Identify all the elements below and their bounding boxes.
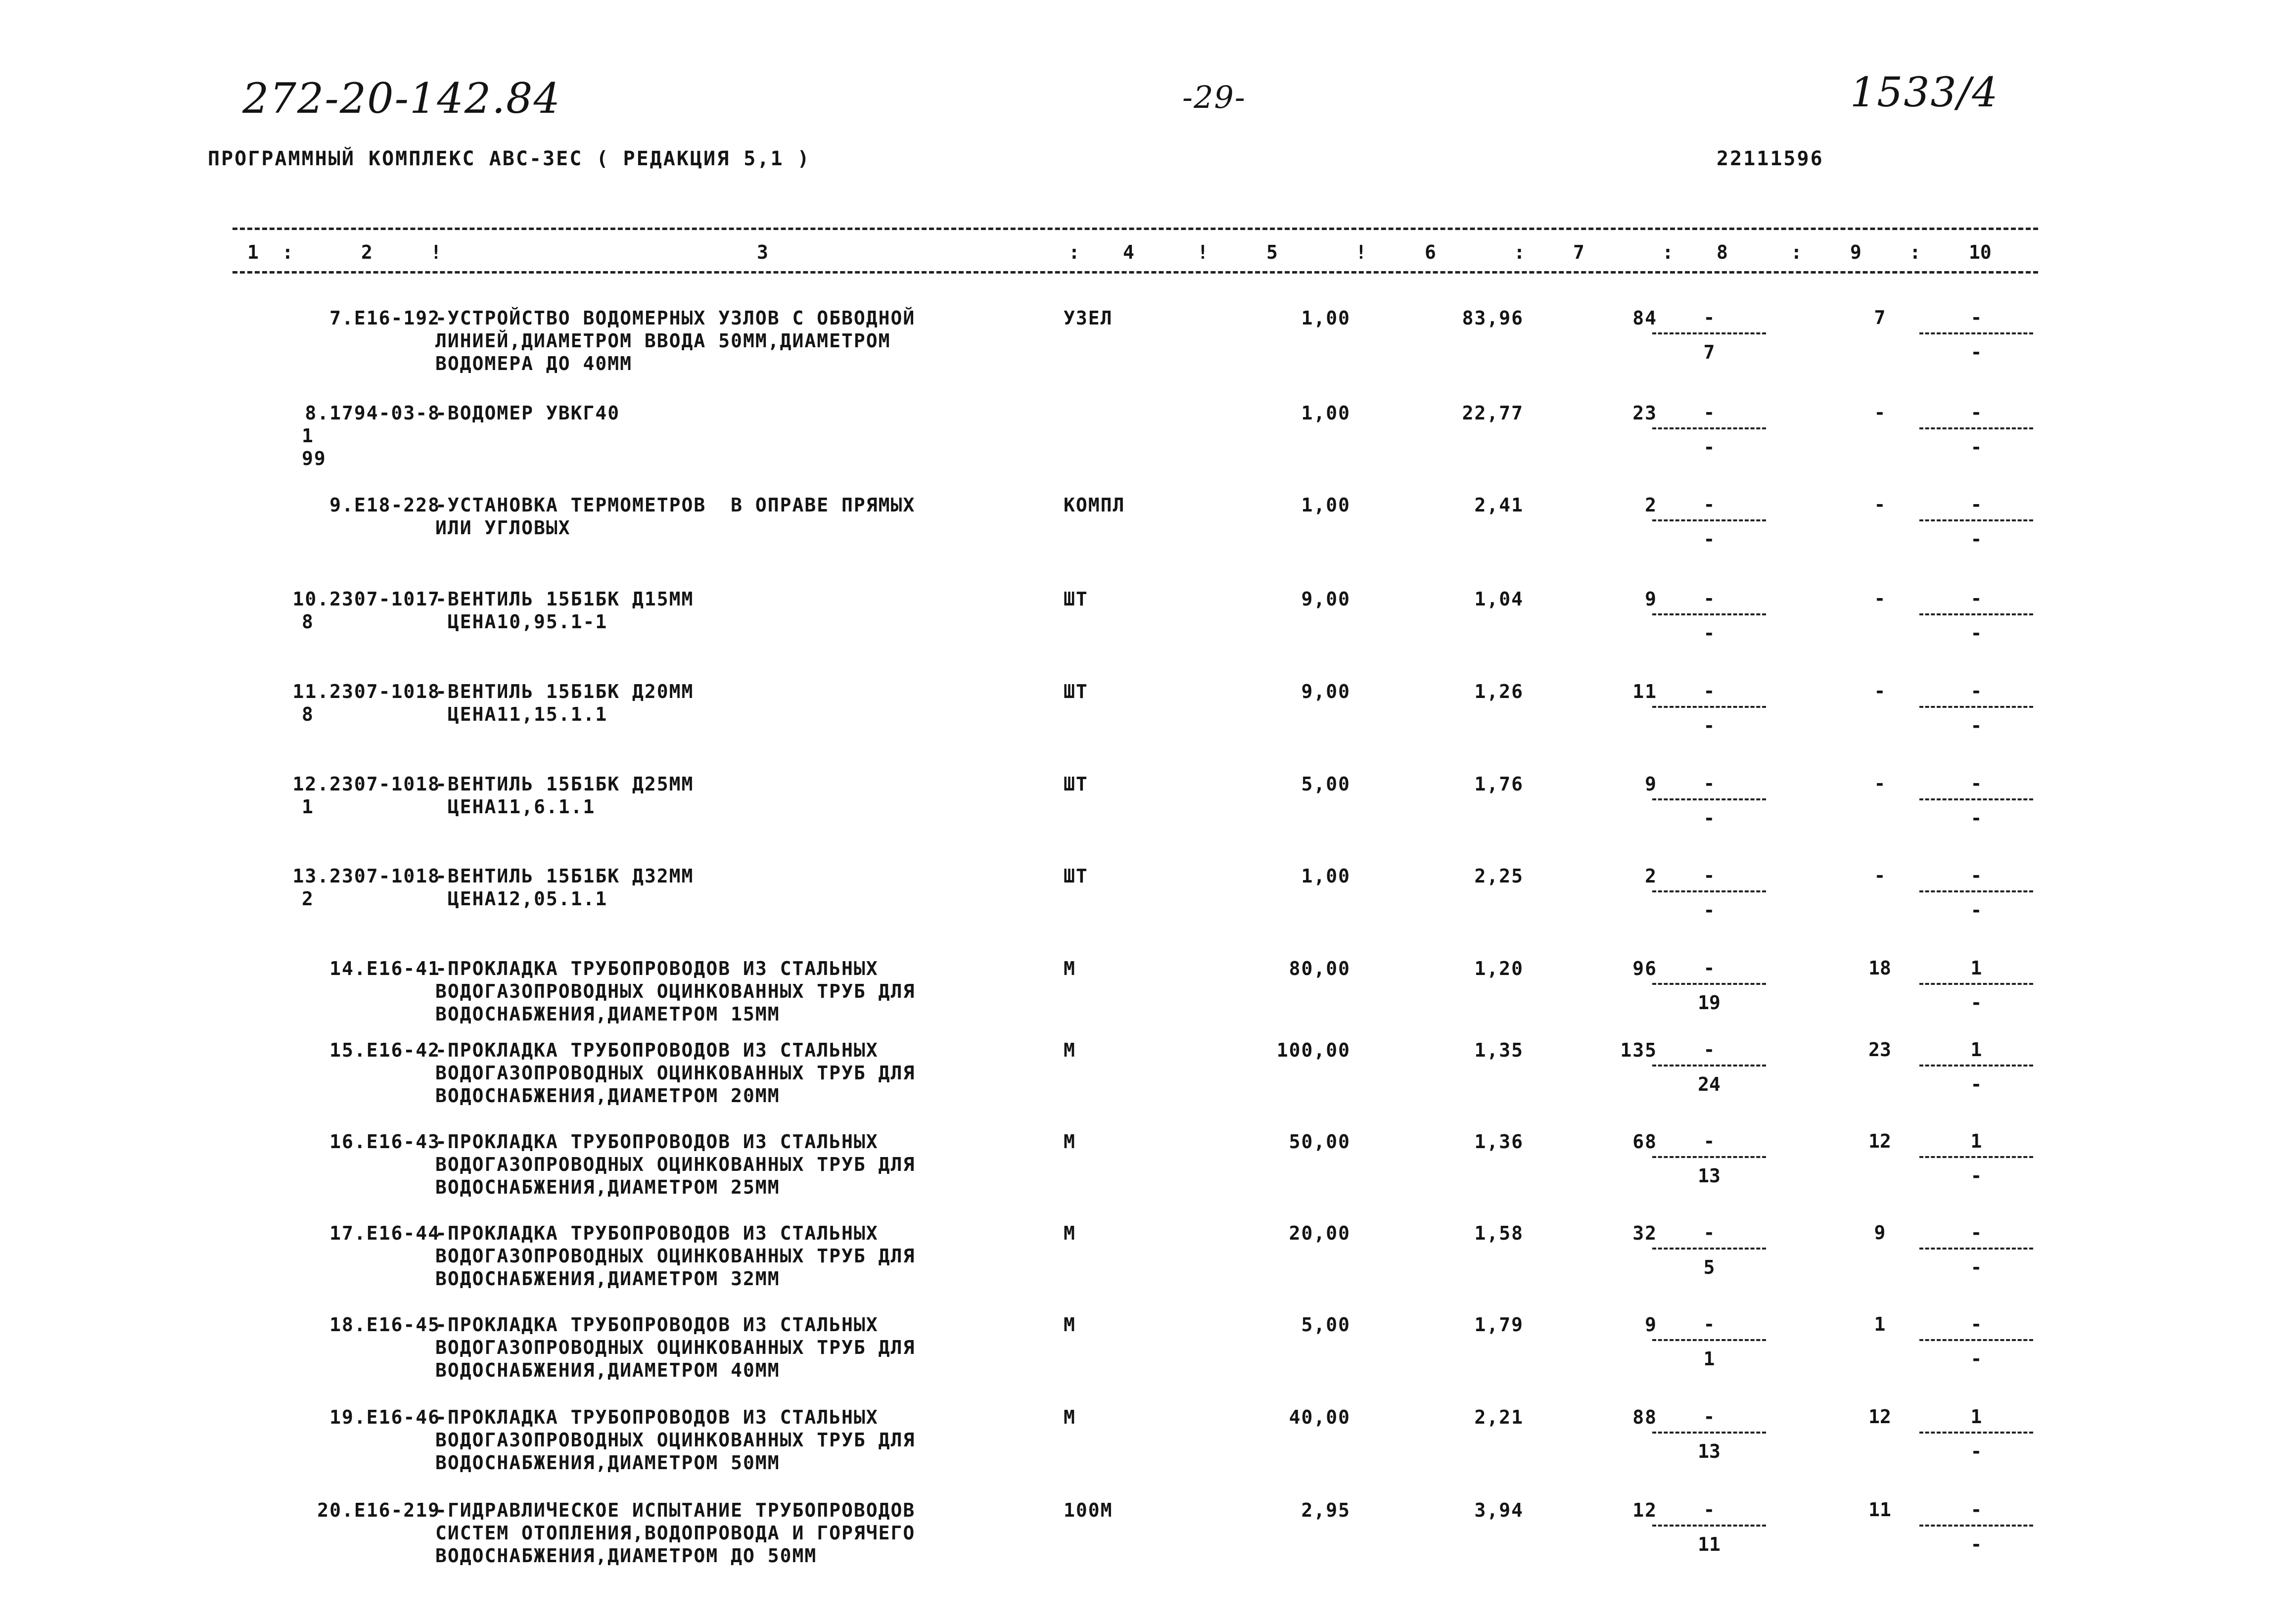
column-9-value: - (1874, 588, 1886, 609)
fraction-top: - (1703, 773, 1715, 794)
item-unit: ШТ (1064, 588, 1088, 610)
document-code: 272-20-142.84 (242, 74, 561, 123)
fraction-top: - (1703, 680, 1715, 702)
column-header: 3 (757, 241, 768, 263)
fraction-line (1919, 1432, 2033, 1434)
column-10-fraction (1919, 1499, 2033, 1563)
fraction-top: - (1970, 1313, 1982, 1335)
fraction-top: - (1703, 588, 1715, 609)
item-quantity: 20,00 (1289, 1222, 1350, 1244)
item-code (233, 307, 440, 329)
fraction-bottom: - (1703, 715, 1715, 737)
column-9-value: 18 (1868, 957, 1891, 979)
table-row (0, 307, 2279, 374)
item-total: 135 (1620, 1039, 1657, 1061)
column-10-fraction (1919, 402, 2033, 466)
fraction-top: - (1970, 680, 1982, 702)
item-unit: 100М (1064, 1499, 1113, 1521)
fraction-top: - (1703, 1222, 1715, 1244)
column-separator: : (1791, 241, 1802, 263)
column-9-value: 1 (1874, 1313, 1886, 1335)
fraction-top: - (1703, 402, 1715, 423)
fraction-top: - (1970, 402, 1982, 423)
column-8-fraction (1652, 307, 1766, 371)
fraction-line (1919, 427, 2033, 429)
item-name: -УСТРОЙСТВО ВОДОМЕРНЫХ УЗЛОВ С ОБВОДНОЙ ЛИНИЕЙ,ДИАМЕТРОМ ВВОДА 50ММ,ДИАМЕТРОМ ВОДОМЕРА ДО 40ММ (435, 307, 916, 374)
table-row (0, 1039, 2279, 1107)
column-9-value: - (1874, 494, 1886, 515)
column-separator: : (282, 241, 293, 263)
item-unit: ШТ (1064, 773, 1088, 795)
fraction-bottom: 1 (1703, 1348, 1715, 1370)
fraction-line (1652, 1065, 1766, 1067)
table-row (0, 1499, 2279, 1567)
column-separator: ! (430, 241, 442, 263)
fraction-line (1919, 1525, 2033, 1527)
item-unit: М (1064, 1314, 1076, 1336)
fraction-bottom: - (1970, 436, 1982, 458)
column-header: 1 (247, 241, 259, 263)
column-10-fraction (1919, 588, 2033, 652)
item-quantity: 1,00 (1301, 865, 1350, 887)
column-9-value: 23 (1868, 1039, 1891, 1061)
item-code (233, 957, 440, 980)
fraction-line (1919, 798, 2033, 800)
item-price: 1,36 (1474, 1131, 1524, 1153)
item-name: -ПРОКЛАДКА ТРУБОПРОВОДОВ ИЗ СТАЛЬНЫХ ВОДОГАЗОПРОВОДНЫХ ОЦИНКОВАННЫХ ТРУБ ДЛЯ ВОДОСНАБЖЕНИЯ,ДИАМЕТРОМ 15ММ (435, 958, 916, 1025)
item-quantity: 1,00 (1301, 402, 1350, 424)
item-code (233, 588, 440, 633)
item-unit: ШТ (1064, 681, 1088, 702)
column-10-fraction (1919, 1313, 2033, 1378)
fraction-top: - (1703, 1313, 1715, 1335)
column-10-fraction (1919, 1406, 2033, 1470)
item-price: 1,76 (1474, 773, 1524, 795)
item-code (233, 1313, 440, 1336)
item-price: 83,96 (1462, 307, 1524, 329)
item-code-main: 15.Е16-42 (329, 1039, 440, 1061)
column-9-value: 7 (1874, 307, 1886, 328)
item-code-sub: 1 99 (302, 425, 326, 469)
column-9-value: - (1874, 865, 1886, 886)
item-code-main: 20.Е16-219 (317, 1499, 440, 1521)
column-header: 9 (1850, 241, 1861, 263)
item-code-main: 17.Е16-44 (329, 1222, 440, 1244)
item-name: -ПРОКЛАДКА ТРУБОПРОВОДОВ ИЗ СТАЛЬНЫХ ВОДОГАЗОПРОВОДНЫХ ОЦИНКОВАННЫХ ТРУБ ДЛЯ ВОДОСНАБЖЕНИЯ,ДИАМЕТРОМ 32ММ (435, 1222, 916, 1290)
fraction-line (1652, 519, 1766, 521)
fraction-bottom: - (1703, 528, 1715, 550)
item-quantity: 1,00 (1301, 494, 1350, 516)
item-code-main: 8.1794-03-8 (305, 402, 440, 424)
item-code (233, 1406, 440, 1429)
column-9-value: 12 (1868, 1406, 1891, 1428)
fraction-line (1652, 332, 1766, 334)
item-price: 1,58 (1474, 1222, 1524, 1244)
item-code-main: 13.2307-1018 (292, 865, 440, 887)
table-row (0, 1406, 2279, 1474)
column-header: 6 (1425, 241, 1436, 263)
column-header: 10 (1969, 241, 1992, 263)
column-8-fraction (1652, 1130, 1766, 1195)
fraction-bottom: - (1703, 622, 1715, 644)
fraction-bottom: - (1970, 807, 1982, 829)
column-9-value: 12 (1868, 1130, 1891, 1152)
fraction-line (1652, 1248, 1766, 1250)
column-8-fraction (1652, 957, 1766, 1021)
column-8-fraction (1652, 588, 1766, 652)
item-price: 1,04 (1474, 588, 1524, 610)
item-total: 88 (1632, 1406, 1657, 1428)
fraction-bottom: 19 (1698, 992, 1721, 1014)
fraction-top: 1 (1970, 1130, 1982, 1152)
fraction-bottom: - (1703, 899, 1715, 921)
item-code-sub: 1 (302, 796, 314, 818)
item-unit: М (1064, 1131, 1076, 1153)
fraction-line (1919, 1339, 2033, 1341)
item-total: 11 (1632, 681, 1657, 702)
table-row (0, 1222, 2279, 1290)
item-code (233, 494, 440, 516)
header-bottom-rule (233, 271, 2038, 274)
fraction-line (1652, 1156, 1766, 1158)
item-unit: М (1064, 1039, 1076, 1061)
item-total: 9 (1645, 588, 1657, 610)
fraction-top: - (1703, 1039, 1715, 1061)
item-code (233, 1039, 440, 1062)
fraction-line (1652, 1339, 1766, 1341)
fraction-line (1919, 613, 2033, 615)
item-code-main: 16.Е16-43 (329, 1131, 440, 1153)
column-10-fraction (1919, 1130, 2033, 1195)
column-8-fraction (1652, 1039, 1766, 1103)
column-header: 4 (1123, 241, 1134, 263)
item-price: 3,94 (1474, 1499, 1524, 1521)
fraction-line (1652, 427, 1766, 429)
item-quantity: 40,00 (1289, 1406, 1350, 1428)
item-quantity: 80,00 (1289, 958, 1350, 979)
column-9-value: - (1874, 773, 1886, 794)
item-quantity: 50,00 (1289, 1131, 1350, 1153)
fraction-bottom: - (1970, 1073, 1982, 1095)
item-quantity: 2,95 (1301, 1499, 1350, 1521)
item-code-main: 9.Е18-228 (329, 494, 440, 516)
item-code (233, 680, 440, 726)
fraction-bottom: - (1970, 1348, 1982, 1370)
item-code-main: 12.2307-1018 (292, 773, 440, 795)
fraction-top: - (1703, 865, 1715, 886)
item-name: -ПРОКЛАДКА ТРУБОПРОВОДОВ ИЗ СТАЛЬНЫХ ВОДОГАЗОПРОВОДНЫХ ОЦИНКОВАННЫХ ТРУБ ДЛЯ ВОДОСНАБЖЕНИЯ,ДИАМЕТРОМ 25ММ (435, 1131, 916, 1198)
column-header: 8 (1717, 241, 1728, 263)
item-unit: М (1064, 958, 1076, 979)
item-unit: КОМПЛ (1064, 494, 1125, 516)
column-9-value: 9 (1874, 1222, 1886, 1244)
fraction-line (1652, 983, 1766, 985)
item-quantity: 9,00 (1301, 588, 1350, 610)
column-header: 5 (1266, 241, 1278, 263)
item-unit: М (1064, 1406, 1076, 1428)
fraction-bottom: 11 (1698, 1533, 1721, 1555)
fraction-line (1919, 706, 2033, 708)
fraction-bottom: - (1970, 622, 1982, 644)
item-quantity: 100,00 (1276, 1039, 1350, 1061)
fraction-bottom: 5 (1703, 1256, 1715, 1278)
item-total: 68 (1632, 1131, 1657, 1153)
item-code-main: 10.2307-1017 (292, 588, 440, 610)
fraction-line (1652, 613, 1766, 615)
item-quantity: 9,00 (1301, 681, 1350, 702)
item-code-main: 11.2307-1018 (292, 681, 440, 702)
fraction-line (1919, 332, 2033, 334)
table-row (0, 402, 2279, 469)
item-code-sub: 8 (302, 611, 314, 633)
item-total: 32 (1632, 1222, 1657, 1244)
column-10-fraction (1919, 680, 2033, 744)
fraction-line (1652, 890, 1766, 892)
fraction-top: - (1703, 494, 1715, 515)
fraction-top: - (1970, 1222, 1982, 1244)
fraction-line (1919, 983, 2033, 985)
item-code-main: 18.Е16-45 (329, 1314, 440, 1336)
document-id: 22111596 (1717, 147, 1824, 170)
fraction-line (1919, 1156, 2033, 1158)
fraction-line (1652, 798, 1766, 800)
fraction-line (1919, 1065, 2033, 1067)
item-name: -ПРОКЛАДКА ТРУБОПРОВОДОВ ИЗ СТАЛЬНЫХ ВОДОГАЗОПРОВОДНЫХ ОЦИНКОВАННЫХ ТРУБ ДЛЯ ВОДОСНАБЖЕНИЯ,ДИАМЕТРОМ 40ММ (435, 1314, 916, 1381)
fraction-top: - (1970, 307, 1982, 328)
item-name: -ВЕНТИЛЬ 15Б1БК Д25ММ ЦЕНА11,6.1.1 (435, 773, 694, 818)
table-row (0, 494, 2279, 550)
column-8-fraction (1652, 865, 1766, 929)
column-9-value: 11 (1868, 1499, 1891, 1521)
item-price: 2,21 (1474, 1406, 1524, 1428)
item-price: 1,26 (1474, 681, 1524, 702)
column-10-fraction (1919, 494, 2033, 558)
column-separator: : (1662, 241, 1674, 263)
fraction-line (1919, 890, 2033, 892)
item-code-main: 19.Е16-46 (329, 1406, 440, 1428)
item-name: -ВЕНТИЛЬ 15Б1БК Д32ММ ЦЕНА12,05.1.1 (435, 865, 694, 910)
column-10-fraction (1919, 307, 2033, 371)
item-name: -УСТАНОВКА ТЕРМОМЕТРОВ В ОПРАВЕ ПРЯМЫХ ИЛИ УГЛОВЫХ (435, 494, 916, 539)
fraction-line (1652, 1525, 1766, 1527)
item-name: -ВЕНТИЛЬ 15Б1БК Д15ММ ЦЕНА10,95.1-1 (435, 588, 694, 633)
fraction-bottom: - (1703, 436, 1715, 458)
column-separator: : (1909, 241, 1921, 263)
table-row (0, 588, 2279, 644)
fraction-bottom: - (1970, 715, 1982, 737)
fraction-bottom: - (1970, 1440, 1982, 1462)
fraction-top: - (1970, 773, 1982, 794)
item-total: 96 (1632, 958, 1657, 979)
column-8-fraction (1652, 402, 1766, 466)
item-price: 2,25 (1474, 865, 1524, 887)
column-10-fraction (1919, 1222, 2033, 1286)
item-code-sub: 2 (302, 888, 314, 910)
item-code (233, 773, 440, 818)
fraction-bottom: 24 (1698, 1073, 1721, 1095)
column-separator: ! (1197, 241, 1209, 263)
item-total: 9 (1645, 773, 1657, 795)
column-separator: : (1069, 241, 1080, 263)
fraction-top: 1 (1970, 1406, 1982, 1428)
fraction-bottom: 7 (1703, 341, 1715, 363)
item-total: 12 (1632, 1499, 1657, 1521)
item-total: 2 (1645, 494, 1657, 516)
item-name: -ВОДОМЕР УВКГ40 (435, 402, 620, 424)
item-code (233, 1499, 440, 1522)
item-price: 1,35 (1474, 1039, 1524, 1061)
item-code-main: 14.Е16-41 (329, 958, 440, 979)
item-price: 1,79 (1474, 1314, 1524, 1336)
column-header: 2 (361, 241, 372, 263)
column-8-fraction (1652, 494, 1766, 558)
table-row (0, 680, 2279, 737)
column-8-fraction (1652, 1313, 1766, 1378)
column-9-value: - (1874, 680, 1886, 702)
column-8-fraction (1652, 1406, 1766, 1470)
fraction-bottom: - (1970, 992, 1982, 1014)
fraction-top: - (1703, 1406, 1715, 1428)
fraction-bottom: - (1703, 807, 1715, 829)
column-8-fraction (1652, 680, 1766, 744)
fraction-line (1919, 1248, 2033, 1250)
sheet-reference: 1533/4 (1850, 69, 1999, 116)
page-number: -29- (1182, 79, 1246, 115)
item-code (233, 1222, 440, 1245)
item-code (233, 1130, 440, 1153)
item-unit: УЗЕЛ (1064, 307, 1113, 329)
fraction-bottom: - (1970, 341, 1982, 363)
item-total: 9 (1645, 1314, 1657, 1336)
fraction-bottom: - (1970, 899, 1982, 921)
item-code (233, 865, 440, 910)
item-name: -ПРОКЛАДКА ТРУБОПРОВОДОВ ИЗ СТАЛЬНЫХ ВОДОГАЗОПРОВОДНЫХ ОЦИНКОВАННЫХ ТРУБ ДЛЯ ВОДОСНАБЖЕНИЯ,ДИАМЕТРОМ 20ММ (435, 1039, 916, 1107)
column-10-fraction (1919, 1039, 2033, 1103)
header-top-rule (233, 228, 2038, 230)
item-quantity: 1,00 (1301, 307, 1350, 329)
item-price: 2,41 (1474, 494, 1524, 516)
program-title: ПРОГРАММНЫЙ КОМПЛЕКС АВС-ЗЕС ( РЕДАКЦИЯ 5,1 ) (208, 147, 811, 170)
item-code-sub: 8 (302, 703, 314, 725)
fraction-bottom: 13 (1698, 1440, 1721, 1462)
item-quantity: 5,00 (1301, 773, 1350, 795)
item-total: 23 (1632, 402, 1657, 424)
item-code (233, 402, 440, 470)
item-code-main: 7.Е16-192 (329, 307, 440, 329)
column-8-fraction (1652, 773, 1766, 837)
fraction-bottom: - (1970, 1256, 1982, 1278)
fraction-line (1652, 1432, 1766, 1434)
item-unit: М (1064, 1222, 1076, 1244)
fraction-top: - (1970, 1499, 1982, 1521)
item-total: 84 (1632, 307, 1657, 329)
fraction-top: - (1703, 307, 1715, 328)
fraction-top: - (1703, 1499, 1715, 1521)
column-separator: ! (1355, 241, 1367, 263)
fraction-bottom: - (1970, 1533, 1982, 1555)
fraction-line (1919, 519, 2033, 521)
column-separator: : (1514, 241, 1525, 263)
table-row (0, 865, 2279, 921)
column-10-fraction (1919, 773, 2033, 837)
table-row (0, 957, 2279, 1025)
column-10-fraction (1919, 957, 2033, 1021)
fraction-top: 1 (1970, 957, 1982, 979)
fraction-line (1652, 706, 1766, 708)
item-unit: ШТ (1064, 865, 1088, 887)
item-name: -ПРОКЛАДКА ТРУБОПРОВОДОВ ИЗ СТАЛЬНЫХ ВОДОГАЗОПРОВОДНЫХ ОЦИНКОВАННЫХ ТРУБ ДЛЯ ВОДОСНАБЖЕНИЯ,ДИАМЕТРОМ 50ММ (435, 1406, 916, 1474)
column-8-fraction (1652, 1222, 1766, 1286)
fraction-bottom: - (1970, 528, 1982, 550)
column-10-fraction (1919, 865, 2033, 929)
fraction-bottom: - (1970, 1165, 1982, 1187)
column-header: 7 (1573, 241, 1584, 263)
table-row (0, 773, 2279, 829)
table-row (0, 1130, 2279, 1198)
fraction-bottom: 13 (1698, 1165, 1721, 1187)
fraction-top: - (1970, 588, 1982, 609)
fraction-top: - (1703, 957, 1715, 979)
item-name: -ГИДРАВЛИЧЕСКОЕ ИСПЫТАНИЕ ТРУБОПРОВОДОВ СИСТЕМ ОТОПЛЕНИЯ,ВОДОПРОВОДА И ГОРЯЧЕГО ВОДОСНАБЖЕНИЯ,ДИАМЕТРОМ ДО 50ММ (435, 1499, 916, 1567)
column-8-fraction (1652, 1499, 1766, 1563)
item-name: -ВЕНТИЛЬ 15Б1БК Д20ММ ЦЕНА11,15.1.1 (435, 681, 694, 725)
fraction-top: - (1703, 1130, 1715, 1152)
item-total: 2 (1645, 865, 1657, 887)
fraction-top: - (1970, 494, 1982, 515)
item-price: 1,20 (1474, 958, 1524, 979)
fraction-top: 1 (1970, 1039, 1982, 1061)
item-price: 22,77 (1462, 402, 1524, 424)
column-9-value: - (1874, 402, 1886, 423)
item-quantity: 5,00 (1301, 1314, 1350, 1336)
table-row (0, 1313, 2279, 1381)
fraction-top: - (1970, 865, 1982, 886)
